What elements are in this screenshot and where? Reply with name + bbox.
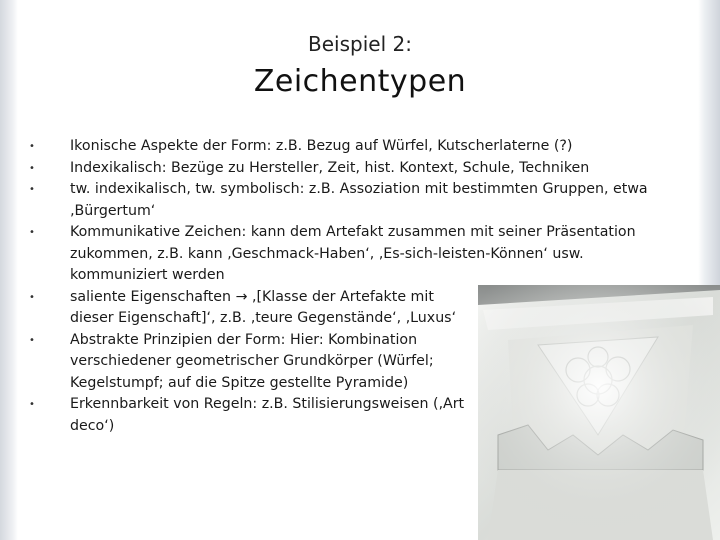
bullet-text: saliente Eigenschaften → ‚[Klasse der Artefakte mit dieser Eigenschaft]‘, z.B. ‚teure Gegenstände‘, ‚Luxus‘ [70, 288, 457, 326]
list-item [26, 179, 676, 222]
bullet-dot: • [29, 141, 35, 152]
bullet-text: Indexikalisch: Bezüge zu Hersteller, Zeit, hist. Kontext, Schule, Techniken [70, 159, 590, 176]
list-item [26, 222, 676, 287]
bullet-text: Kommunikative Zeichen: kann dem Artefakt zusammen mit seiner Präsentation zukommen, z.B. kann ‚Geschmack-Haben‘, ‚Es-sich-leisten-Können‘ usw. kommuniziert werden [70, 224, 636, 283]
slide-subtitle: Beispiel 2: [308, 32, 412, 56]
list-item [26, 330, 676, 395]
list-item [26, 158, 676, 180]
bullet-dot: • [29, 334, 35, 346]
list-item [26, 287, 676, 330]
bullet-dot: • [29, 291, 35, 303]
bullet-text: Ikonische Aspekte der Form: z.B. Bezug auf Würfel, Kutscherlaterne (?) [70, 138, 573, 154]
bullet-text: tw. indexikalisch, tw. symbolisch: z.B. Assoziation mit bestimmten Gruppen, etwa ‚Bürgertum‘ [70, 181, 648, 219]
bullet-text: Abstrakte Prinzipien der Form: Hier: Kombination verschiedener geometrischer Grundkörper (Würfel; Kegelstumpf; auf die Spitze gestellte Pyramide) [70, 331, 434, 391]
bullet-dot: • [29, 227, 35, 238]
slide-title: Zeichentypen [253, 64, 467, 99]
bullet-dot: • [29, 184, 35, 195]
bullet-dot: • [29, 399, 35, 410]
bullet-dot: • [29, 162, 35, 174]
bullet-list [26, 136, 676, 437]
list-item [26, 394, 676, 437]
list-item [26, 136, 676, 158]
bullet-text: Erkennbarkeit von Regeln: z.B. Stilisierungsweisen (‚Art deco‘) [70, 396, 465, 434]
